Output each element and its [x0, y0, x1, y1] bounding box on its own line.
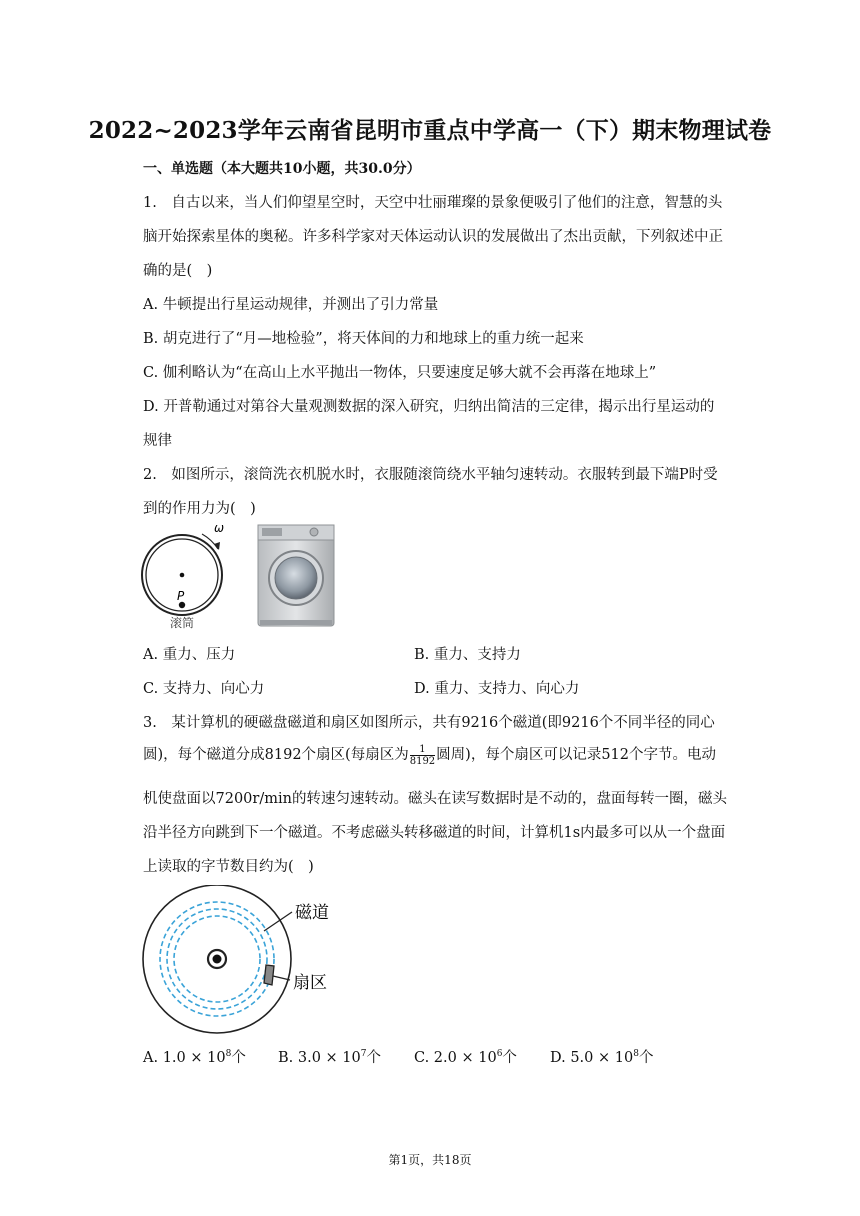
sector-label: 扇区 [293, 973, 327, 993]
q1-option-c: C. 伽利略认为“在高山上水平抛出一物体，只要速度足够大就不会再落在地球上” [143, 365, 657, 381]
spindle-center [213, 955, 222, 964]
omega-label: ω [214, 522, 225, 535]
section-heading: 一、单选题（本大题共10小题，共30.0分） [143, 161, 421, 177]
q3-option-c: C. $2.0 \times 10^6$个 [414, 1049, 517, 1066]
q3-line-4: 沿半径方向跳到下一个磁道。不考虑磁头转移磁道的时间，计算机1s内最多可以从一个盘面 [143, 825, 726, 841]
washing-machine-photo [252, 522, 340, 630]
q3-line-1: 3. 某计算机的硬磁盘磁道和扇区如图所示，共有9216个磁道(即9216个不同半径的同心 [143, 715, 715, 731]
q1-option-b: B. 胡克进行了“月—地检验”，将天体间的力和地球上的重力统一起来 [143, 331, 584, 347]
q1-line-3: 确的是( ) [143, 263, 213, 279]
q1-line-1: 1. 自古以来，当人们仰望星空时，天空中壮丽璀璨的景象便吸引了他们的注意，智慧的头 [143, 195, 723, 211]
q3-line-3: 机使盘面以7200r/min的转速匀速转动。磁头在读写数据时是不动的，盘面每转一圈，磁头 [143, 791, 727, 807]
q3-line-2 [143, 743, 716, 767]
q3-option-b: B. $3.0 \times 10^7$个 [278, 1049, 381, 1066]
sector-block [264, 965, 274, 985]
point-p-label: P [177, 589, 185, 603]
q3-line-2-end: 圆周)，每个扇区可以记录512个字节。电动 [436, 747, 717, 763]
q2-line-1: 2. 如图所示，滚筒洗衣机脱水时，衣服随滚筒绕水平轴匀速转动。衣服转到最下端P时受 [143, 467, 718, 483]
q2-line-2: 到的作用力为( ) [143, 501, 256, 517]
q1-option-d-cont: 规律 [143, 433, 172, 449]
fraction-denominator: 8192 [409, 755, 436, 767]
fraction-numerator: 1 [410, 744, 435, 756]
q2-option-b: B. 重力、支持力 [414, 647, 521, 663]
drum-center-dot [180, 573, 185, 578]
page-footer: 第1页，共18页 [388, 1153, 472, 1167]
q2-option-c: C. 支持力、向心力 [143, 681, 265, 697]
q1-option-d: D. 开普勒通过对第谷大量观测数据的深入研究，归纳出简洁的三定律，揭示出行星运动的 [143, 399, 715, 415]
q1-line-2: 脑开始探索星体的奥秘。许多科学家对天体运动认识的发展做出了杰出贡献，下列叙述中正 [143, 229, 723, 245]
fraction-one-over-8192 [410, 744, 435, 767]
q3-line-2-start: 圆)，每个磁道分成8192个扇区(每扇区为 [143, 747, 409, 763]
sector-pointer [273, 976, 290, 980]
q3-option-a: A. $1.0 \times 10^8$个 [143, 1049, 246, 1066]
q3-line-5: 上读取的字节数目约为( ) [143, 859, 314, 875]
q2-option-d: D. 重力、支持力、向心力 [414, 681, 580, 697]
q1-option-a: A. 牛顿提出行星运动规律，并测出了引力常量 [143, 297, 439, 313]
track-pointer [264, 912, 292, 931]
q3-option-d: D. $5.0 \times 10^8$个 [550, 1049, 654, 1066]
page-title: 2022~2023学年云南省昆明市重点中学高一（下）期末物理试卷 [88, 117, 772, 144]
disk-diagram [140, 885, 360, 1045]
drum-caption: 滚筒 [170, 616, 195, 630]
drum-diagram [140, 522, 230, 632]
track-label: 磁道 [295, 903, 329, 923]
rotation-arrow [214, 542, 220, 550]
q2-option-a: A. 重力、压力 [143, 647, 236, 663]
